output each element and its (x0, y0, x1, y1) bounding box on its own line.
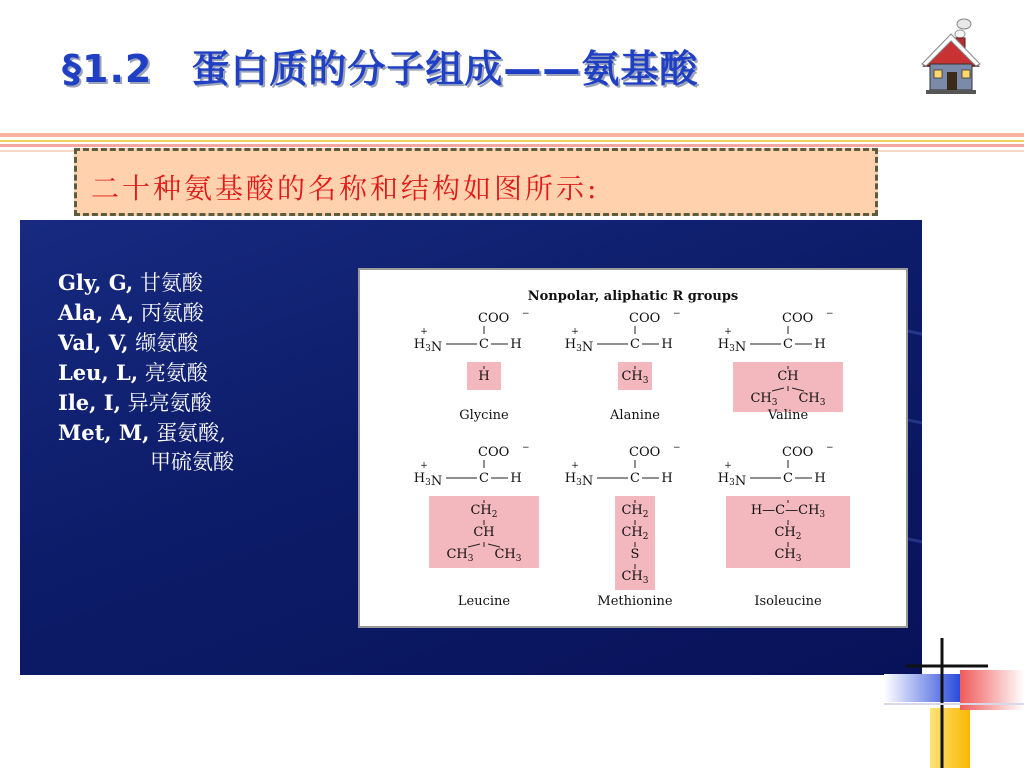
amino-label: $H_3N$ (564, 337, 594, 355)
carboxylate-label: COO (629, 445, 661, 460)
molecule-name: Methionine (597, 594, 673, 609)
divider-line (0, 140, 1024, 142)
alpha-carbon-label: C (479, 471, 489, 486)
carboxylate-label: COO (478, 311, 510, 326)
charge-label: + (420, 461, 428, 471)
list-item: Met, M, 蛋氨酸, 甲硫氨酸 (58, 420, 234, 474)
charge-label: + (571, 327, 579, 337)
page-title: §1.2 蛋白质的分子组成——氨基酸 (62, 47, 699, 91)
list-item: Ala, A, 丙氨酸 (58, 300, 204, 325)
divider-line (0, 144, 1024, 147)
r-group-label: $CH_2$ (621, 525, 649, 542)
r-group-label: $CH_2$ (774, 525, 802, 542)
molecule-name: Isoleucine (754, 594, 822, 609)
r-group-label: $CH_3$ (494, 547, 522, 564)
hydrogen-label: H (661, 337, 673, 352)
r-group-label: S (630, 547, 640, 562)
amino-label: $H_3N$ (413, 337, 443, 355)
amino-label: $H_3N$ (717, 337, 747, 355)
molecule-name: Alanine (610, 408, 660, 423)
amino-label: $H_3N$ (717, 471, 747, 489)
r-group-label: $CH_3$ (774, 547, 802, 564)
alpha-carbon-label: C (783, 337, 793, 352)
hydrogen-label: H (510, 337, 522, 352)
alpha-carbon-label: C (783, 471, 793, 486)
list-item: Ile, I, 异亮氨酸 (58, 390, 212, 415)
house-icon (920, 14, 982, 96)
carboxylate-label: COO (629, 311, 661, 326)
charge-label: − (522, 309, 530, 319)
r-group-label: CH (473, 525, 495, 540)
carboxylate-label: COO (782, 445, 814, 460)
r-group-label: $CH_3$ (750, 391, 778, 408)
structure-figure (358, 268, 908, 628)
charge-label: − (673, 309, 681, 319)
figure-heading: Nonpolar, aliphatic R groups (527, 289, 739, 304)
r-group-label: H (478, 369, 490, 384)
r-group-label: $CH_3$ (446, 547, 474, 564)
r-group-label: $CH_2$ (470, 503, 498, 520)
alpha-carbon-label: C (479, 337, 489, 352)
charge-label: − (826, 309, 834, 319)
charge-label: + (724, 327, 732, 337)
alpha-carbon-label: C (630, 337, 640, 352)
charge-label: − (522, 443, 530, 453)
hydrogen-label: H (814, 337, 826, 352)
r-group-label: $H—C—CH_3$ (750, 503, 826, 520)
list-item: Leu, L, 亮氨酸 (58, 360, 208, 385)
hydrogen-label: H (661, 471, 673, 486)
list-item: Gly, G, 甘氨酸 (58, 270, 203, 295)
charge-label: − (826, 443, 834, 453)
decorative-blocks (884, 630, 1024, 768)
molecule-name: Glycine (459, 408, 509, 423)
carboxylate-label: COO (478, 445, 510, 460)
charge-label: + (724, 461, 732, 471)
hydrogen-label: H (814, 471, 826, 486)
list-item: Val, V, 缬氨酸 (58, 330, 199, 355)
r-group-label: $CH_3$ (621, 369, 649, 386)
amino-label: $H_3N$ (564, 471, 594, 489)
molecule-name: Valine (767, 408, 809, 423)
divider-line (0, 133, 1024, 137)
alpha-carbon-label: C (630, 471, 640, 486)
amino-acid-list (58, 268, 234, 477)
charge-label: + (420, 327, 428, 337)
structure-diagram (360, 270, 906, 626)
molecule-name: Leucine (457, 594, 511, 609)
charge-label: + (571, 461, 579, 471)
subtitle-box (74, 148, 878, 216)
hydrogen-label: H (510, 471, 522, 486)
amino-label: $H_3N$ (413, 471, 443, 489)
r-group-label: $CH_3$ (621, 569, 649, 586)
content-panel (20, 220, 922, 675)
r-group-label: $CH_2$ (621, 503, 649, 520)
carboxylate-label: COO (782, 311, 814, 326)
r-group-label: CH (777, 369, 799, 384)
charge-label: − (673, 443, 681, 453)
subtitle-text: 二十种氨基酸的名称和结构如图所示: (91, 172, 600, 205)
r-group-label: $CH_3$ (798, 391, 826, 408)
